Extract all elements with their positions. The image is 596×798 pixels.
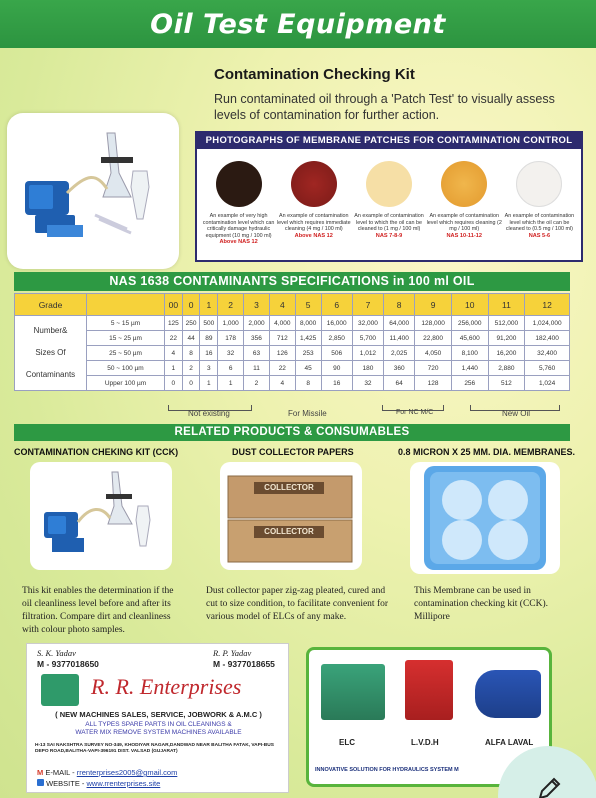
grade-cell: 9	[415, 294, 452, 316]
count-cell: 45,600	[451, 331, 488, 346]
count-cell: 16	[321, 376, 352, 391]
count-cell: 16,200	[488, 346, 525, 361]
contact-name-1: S. K. Yadav	[37, 648, 76, 658]
website-link[interactable]: www.rrenterprises.site	[86, 779, 161, 788]
count-cell: 182,400	[525, 331, 570, 346]
email-link[interactable]: rrenterprises2005@gmail.com	[76, 768, 178, 777]
grade-cell: 00	[165, 294, 183, 316]
nas-grade-row	[15, 294, 570, 316]
note-not-existing: Not existing	[188, 409, 230, 418]
membrane-item	[351, 149, 426, 245]
product-title-dust: DUST COLLECTOR PAPERS	[232, 447, 354, 457]
count-cell: 512,000	[488, 316, 525, 331]
size-range-cell: 5 ~ 15 µm	[87, 316, 165, 331]
count-cell: 256,000	[451, 316, 488, 331]
count-cell: 1,440	[451, 361, 488, 376]
machine-label-alfa: ALFA LAVAL	[485, 738, 534, 747]
product-image-dust	[220, 462, 362, 570]
company-tagline: ( NEW MACHINES SALES, SERVICE, JOBWORK & A.M.C )	[55, 710, 262, 719]
count-cell: 64,000	[384, 316, 415, 331]
count-cell: 4,050	[415, 346, 452, 361]
page-title: Oil Test Equipment	[150, 8, 446, 40]
grade-cell: 6	[321, 294, 352, 316]
rr-enterprises-card	[26, 643, 289, 793]
membrane-heading: PHOTOGRAPHS OF MEMBRANE PATCHES FOR CONTAMINATION CONTROL	[197, 133, 581, 149]
nas-table-row	[15, 361, 570, 376]
count-cell: 178	[218, 331, 244, 346]
side-label	[15, 316, 87, 391]
count-cell: 5,760	[525, 361, 570, 376]
membrane-patches-panel	[195, 131, 583, 262]
dust-box-label: COLLECTOR	[264, 483, 314, 492]
membrane-disc	[366, 161, 412, 207]
product-image-cck	[30, 462, 172, 570]
count-cell: 125	[165, 316, 183, 331]
count-cell: 2,000	[244, 316, 270, 331]
membrane-caption: An example of contamination level which requires cleaning (2 mg / 100 ml)	[426, 213, 502, 232]
product-text-dust: Dust collector paper zig-zag pleated, cured and cut to size condition, to facilitate convenient for various model of ELCs of any make.	[206, 586, 389, 622]
header-banner	[0, 0, 596, 48]
count-cell: 128,000	[415, 316, 452, 331]
company-address: H-13 SAI NAKSHTRA SURVEY NO-349, KHODIYAR NAGAR,DANDWAD NEAR BALITHA FATAK, VAPI-BUS DEPO ROAD,BALITHA-VAPI-396191 DIST. VALSAD (GUJARAT)	[35, 743, 274, 754]
side-label-line: Number&	[33, 326, 68, 335]
count-cell: 1,024	[525, 376, 570, 391]
count-cell: 1,425	[295, 331, 321, 346]
website-label: WEBSITE -	[46, 779, 87, 788]
email-label: E-MAIL -	[45, 768, 77, 777]
count-cell: 1	[165, 361, 183, 376]
kit-description: Run contaminated oil through a 'Patch Test' to visually assess levels of contamination for further action.	[214, 92, 555, 122]
count-cell: 128	[415, 376, 452, 391]
grade-cell: 5	[295, 294, 321, 316]
count-cell: 11	[244, 361, 270, 376]
membrane-disc	[516, 161, 562, 207]
count-cell: 2	[182, 361, 200, 376]
count-cell: 32	[352, 376, 383, 391]
count-cell: 5,700	[352, 331, 383, 346]
membrane-caption: An example of very high contamination level which can critically damage hydraulic equipment (10 mg / 100 ml)	[202, 213, 275, 239]
count-cell: 32,400	[525, 346, 570, 361]
count-cell: 712	[269, 331, 295, 346]
count-cell: 512	[488, 376, 525, 391]
count-cell: 32	[218, 346, 244, 361]
count-cell: 32,000	[352, 316, 383, 331]
count-cell: 4	[269, 376, 295, 391]
count-cell: 22,800	[415, 331, 452, 346]
side-label-line: Contaminants	[25, 370, 76, 379]
size-range-cell: 15 ~ 25 µm	[87, 331, 165, 346]
product-text-cck: This kit enables the determination if the oil cleanliness level before and after its filtration. Compare dirt and cleanliness with colour photo samples.	[22, 586, 174, 635]
kit-image	[7, 113, 179, 269]
count-cell: 126	[269, 346, 295, 361]
nas-table-row	[15, 331, 570, 346]
dust-box-label: COLLECTOR	[264, 527, 314, 536]
count-cell: 64	[384, 376, 415, 391]
grade-cell: 12	[525, 294, 570, 316]
machines-tagline: INNOVATIVE SOLUTION FOR HYDRAULICS SYSTEM M	[315, 767, 459, 773]
count-cell: 0	[182, 376, 200, 391]
grade-cell: 8	[384, 294, 415, 316]
count-cell: 8	[182, 346, 200, 361]
membrane-nas: NAS 10-11-12	[446, 232, 482, 239]
count-cell: 91,200	[488, 331, 525, 346]
count-cell: 4,000	[269, 316, 295, 331]
company-name: R. R. Enterprises	[91, 674, 242, 699]
count-cell: 356	[244, 331, 270, 346]
count-cell: 11,400	[384, 331, 415, 346]
count-cell: 63	[244, 346, 270, 361]
count-cell: 500	[200, 316, 218, 331]
membrane-disc	[441, 161, 487, 207]
note-new-oil: New Oil	[502, 409, 531, 418]
machine-icon	[41, 674, 79, 706]
grade-cell: 3	[244, 294, 270, 316]
count-cell: 253	[295, 346, 321, 361]
membrane-nas: NAS 5-6	[528, 232, 551, 239]
count-cell: 45	[295, 361, 321, 376]
membrane-disc	[216, 161, 262, 207]
count-cell: 90	[321, 361, 352, 376]
grade-cell: 11	[488, 294, 525, 316]
count-cell: 1	[218, 376, 244, 391]
membrane-nas: NAS 7-8-9	[375, 232, 403, 239]
product-image-membranes	[410, 462, 560, 574]
count-cell: 2,850	[321, 331, 352, 346]
count-cell: 1	[200, 376, 218, 391]
note-missile: For Missile	[288, 409, 327, 418]
nas-table-row	[15, 316, 570, 331]
email-row	[37, 768, 177, 777]
grade-cell: 10	[451, 294, 488, 316]
count-cell: 256	[451, 376, 488, 391]
contact-phone-2: M - 9377018655	[213, 659, 275, 669]
count-cell: 22	[269, 361, 295, 376]
nas-table-title: NAS 1638 CONTAMINANTS SPECIFICATIONS in 100 ml OIL	[14, 272, 570, 291]
membrane-disc	[291, 161, 337, 207]
membrane-caption: An example of contamination level to which the oil can be cleaned to (1 mg / 100 ml)	[354, 213, 424, 232]
membrane-item	[201, 149, 276, 245]
count-cell: 250	[182, 316, 200, 331]
size-range-cell: 50 ~ 100 µm	[87, 361, 165, 376]
count-cell: 16	[200, 346, 218, 361]
product-text-membranes: This Membrane can be used in contamination checking kit (CCK). Millipore	[414, 586, 549, 622]
count-cell: 1,000	[218, 316, 244, 331]
membrane-caption: An example of contamination level which the oil can be cleaned to (0.5 mg / 100 ml)	[504, 213, 575, 232]
membrane-nas: Above NAS 12	[219, 239, 258, 245]
count-cell: 0	[165, 376, 183, 391]
count-cell: 8,000	[295, 316, 321, 331]
grade-cell: 4	[269, 294, 295, 316]
elc-machine-image	[321, 664, 385, 720]
company-line-2: WATER MIX REMOVE SYSTEM MACHINES AVAILABLE	[75, 729, 242, 736]
count-cell: 2,880	[488, 361, 525, 376]
count-cell: 360	[384, 361, 415, 376]
count-cell: 506	[321, 346, 352, 361]
count-cell: 1,024,000	[525, 316, 570, 331]
count-cell: 8	[295, 376, 321, 391]
lvdh-machine-image	[405, 660, 453, 720]
machine-label-elc: ELC	[339, 738, 355, 747]
note-nc: For NC M/C	[396, 409, 434, 416]
grade-cell: 7	[352, 294, 383, 316]
membrane-item	[427, 149, 502, 245]
count-cell: 16,000	[321, 316, 352, 331]
contact-name-2: R. P. Yadav	[213, 648, 252, 658]
nas-table-row	[15, 376, 570, 391]
membrane-nas: Above NAS 12	[294, 232, 333, 239]
count-cell: 180	[352, 361, 383, 376]
size-range-cell: Upper 100 µm	[87, 376, 165, 391]
side-label-line: Sizes Of	[35, 348, 66, 357]
nas-spec-table	[14, 293, 570, 391]
count-cell: 2	[244, 376, 270, 391]
product-title-membranes: 0.8 MICRON X 25 MM. DIA. MEMBRANES.	[398, 447, 576, 457]
count-cell: 2,025	[384, 346, 415, 361]
related-title: RELATED PRODUCTS & CONSUMABLES	[14, 424, 570, 441]
count-cell: 44	[182, 331, 200, 346]
count-cell: 6	[218, 361, 244, 376]
count-cell: 22	[165, 331, 183, 346]
alfa-laval-machine-image	[475, 670, 541, 718]
globe-icon	[37, 779, 44, 786]
count-cell: 8,100	[451, 346, 488, 361]
contact-phone-1: M - 9377018650	[37, 659, 99, 669]
grade-cell: 0	[182, 294, 200, 316]
nas-table-row	[15, 346, 570, 361]
email-icon: M	[37, 768, 44, 777]
size-range-cell: 25 ~ 50 µm	[87, 346, 165, 361]
machine-label-lvdh: L.V.D.H	[411, 738, 439, 747]
count-cell: 4	[165, 346, 183, 361]
membrane-caption: An example of contamination level which requires immediate cleaning (4 mg / 100 ml)	[276, 213, 351, 232]
membrane-item	[276, 149, 351, 245]
count-cell: 1,012	[352, 346, 383, 361]
grade-cell: 2	[218, 294, 244, 316]
website-row	[37, 779, 160, 788]
count-cell: 3	[200, 361, 218, 376]
count-cell: 720	[415, 361, 452, 376]
company-line-1: ALL TYPES SPARE PARTS IN OIL CLEANINGS &	[85, 721, 232, 728]
count-cell: 89	[200, 331, 218, 346]
grade-label: Grade	[15, 294, 87, 316]
kit-title: Contamination Checking Kit	[214, 66, 415, 83]
membrane-item	[502, 149, 577, 245]
edit-pencil-icon	[534, 774, 564, 798]
product-title-cck: CONTAMINATION CHEKING KIT (CCK)	[14, 447, 179, 457]
grade-cell: 1	[200, 294, 218, 316]
